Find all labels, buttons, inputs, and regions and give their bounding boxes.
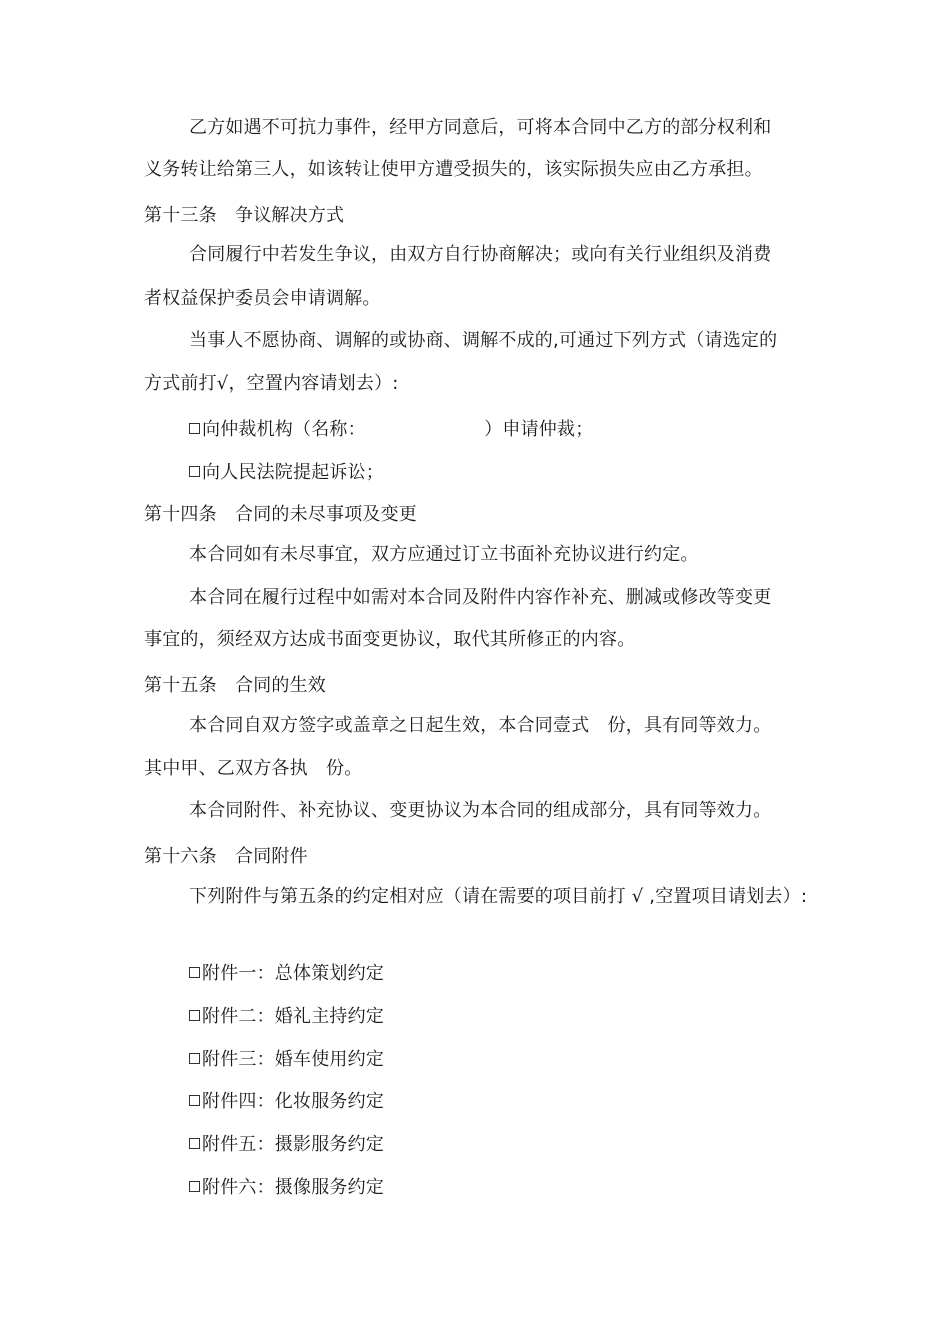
section-heading-14: 第十四条 合同的未尽事项及变更: [144, 504, 417, 525]
option-court: [189, 461, 384, 485]
paragraph-text: 本合同自双方签字或盖章之日起生效，本合同壹式 份，具有同等效力。: [189, 715, 772, 736]
option-label: 向仲裁机构（名称： ）申请仲裁；: [202, 419, 594, 440]
attachment-item: [189, 1005, 384, 1029]
attachment-label: 附件四：化妆服务约定: [202, 1091, 384, 1112]
section-heading-13: 第十三条 争议解决方式: [144, 205, 345, 226]
checkbox-icon: [189, 423, 200, 434]
option-arbitration: [189, 418, 593, 442]
checkbox-icon: [189, 466, 200, 477]
paragraph-text: 本合同附件、补充协议、变更协议为本合同的组成部分，具有同等效力。: [189, 800, 772, 821]
checkbox-icon: [189, 1138, 200, 1149]
attachment-label: 附件一：总体策划约定: [202, 963, 384, 984]
attachment-label: 附件六：摄像服务约定: [202, 1177, 384, 1198]
attachment-item: [189, 962, 384, 986]
paragraph-text: 下列附件与第五条的约定相对应（请在需要的项目前打 √ ,空置项目请划去）:: [189, 886, 808, 907]
attachment-item: [189, 1048, 384, 1072]
checkbox-icon: [189, 1053, 200, 1064]
paragraph-text: 本合同在履行过程中如需对本合同及附件内容作补充、删减或修改等变更: [189, 587, 772, 608]
checkbox-icon: [189, 1181, 200, 1192]
attachment-label: 附件二：婚礼主持约定: [202, 1006, 384, 1027]
paragraph-text: 乙方如遇不可抗力事件，经甲方同意后，可将本合同中乙方的部分权利和: [189, 117, 772, 138]
checkbox-icon: [189, 1010, 200, 1021]
attachment-item: [189, 1133, 384, 1157]
paragraph-text: 义务转让给第三人，如该转让使甲方遭受损失的，该实际损失应由乙方承担。: [144, 159, 763, 180]
section-heading-16: 第十六条 合同附件: [144, 846, 308, 867]
paragraph-text: 其中甲、乙双方各执 份。: [144, 758, 363, 779]
paragraph-text: 方式前打√，空置内容请划去）:: [144, 373, 399, 394]
paragraph-text: 合同履行中若发生争议，由双方自行协商解决；或向有关行业组织及消费: [189, 244, 772, 265]
option-label: 向人民法院提起诉讼；: [202, 462, 384, 483]
attachment-label: 附件三：婚车使用约定: [202, 1049, 384, 1070]
paragraph-text: 本合同如有未尽事宜，双方应通过订立书面补充协议进行约定。: [189, 544, 699, 565]
attachment-label: 附件五：摄影服务约定: [202, 1134, 384, 1155]
paragraph-text: 当事人不愿协商、调解的或协商、调解不成的,可通过下列方式（请选定的: [189, 330, 778, 351]
checkbox-icon: [189, 967, 200, 978]
attachment-item: [189, 1176, 384, 1200]
attachment-item: [189, 1090, 384, 1114]
paragraph-text: 者权益保护委员会申请调解。: [144, 288, 381, 309]
checkbox-icon: [189, 1095, 200, 1106]
paragraph-text: 事宜的，须经双方达成书面变更协议，取代其所修正的内容。: [144, 629, 636, 650]
section-heading-15: 第十五条 合同的生效: [144, 675, 326, 696]
